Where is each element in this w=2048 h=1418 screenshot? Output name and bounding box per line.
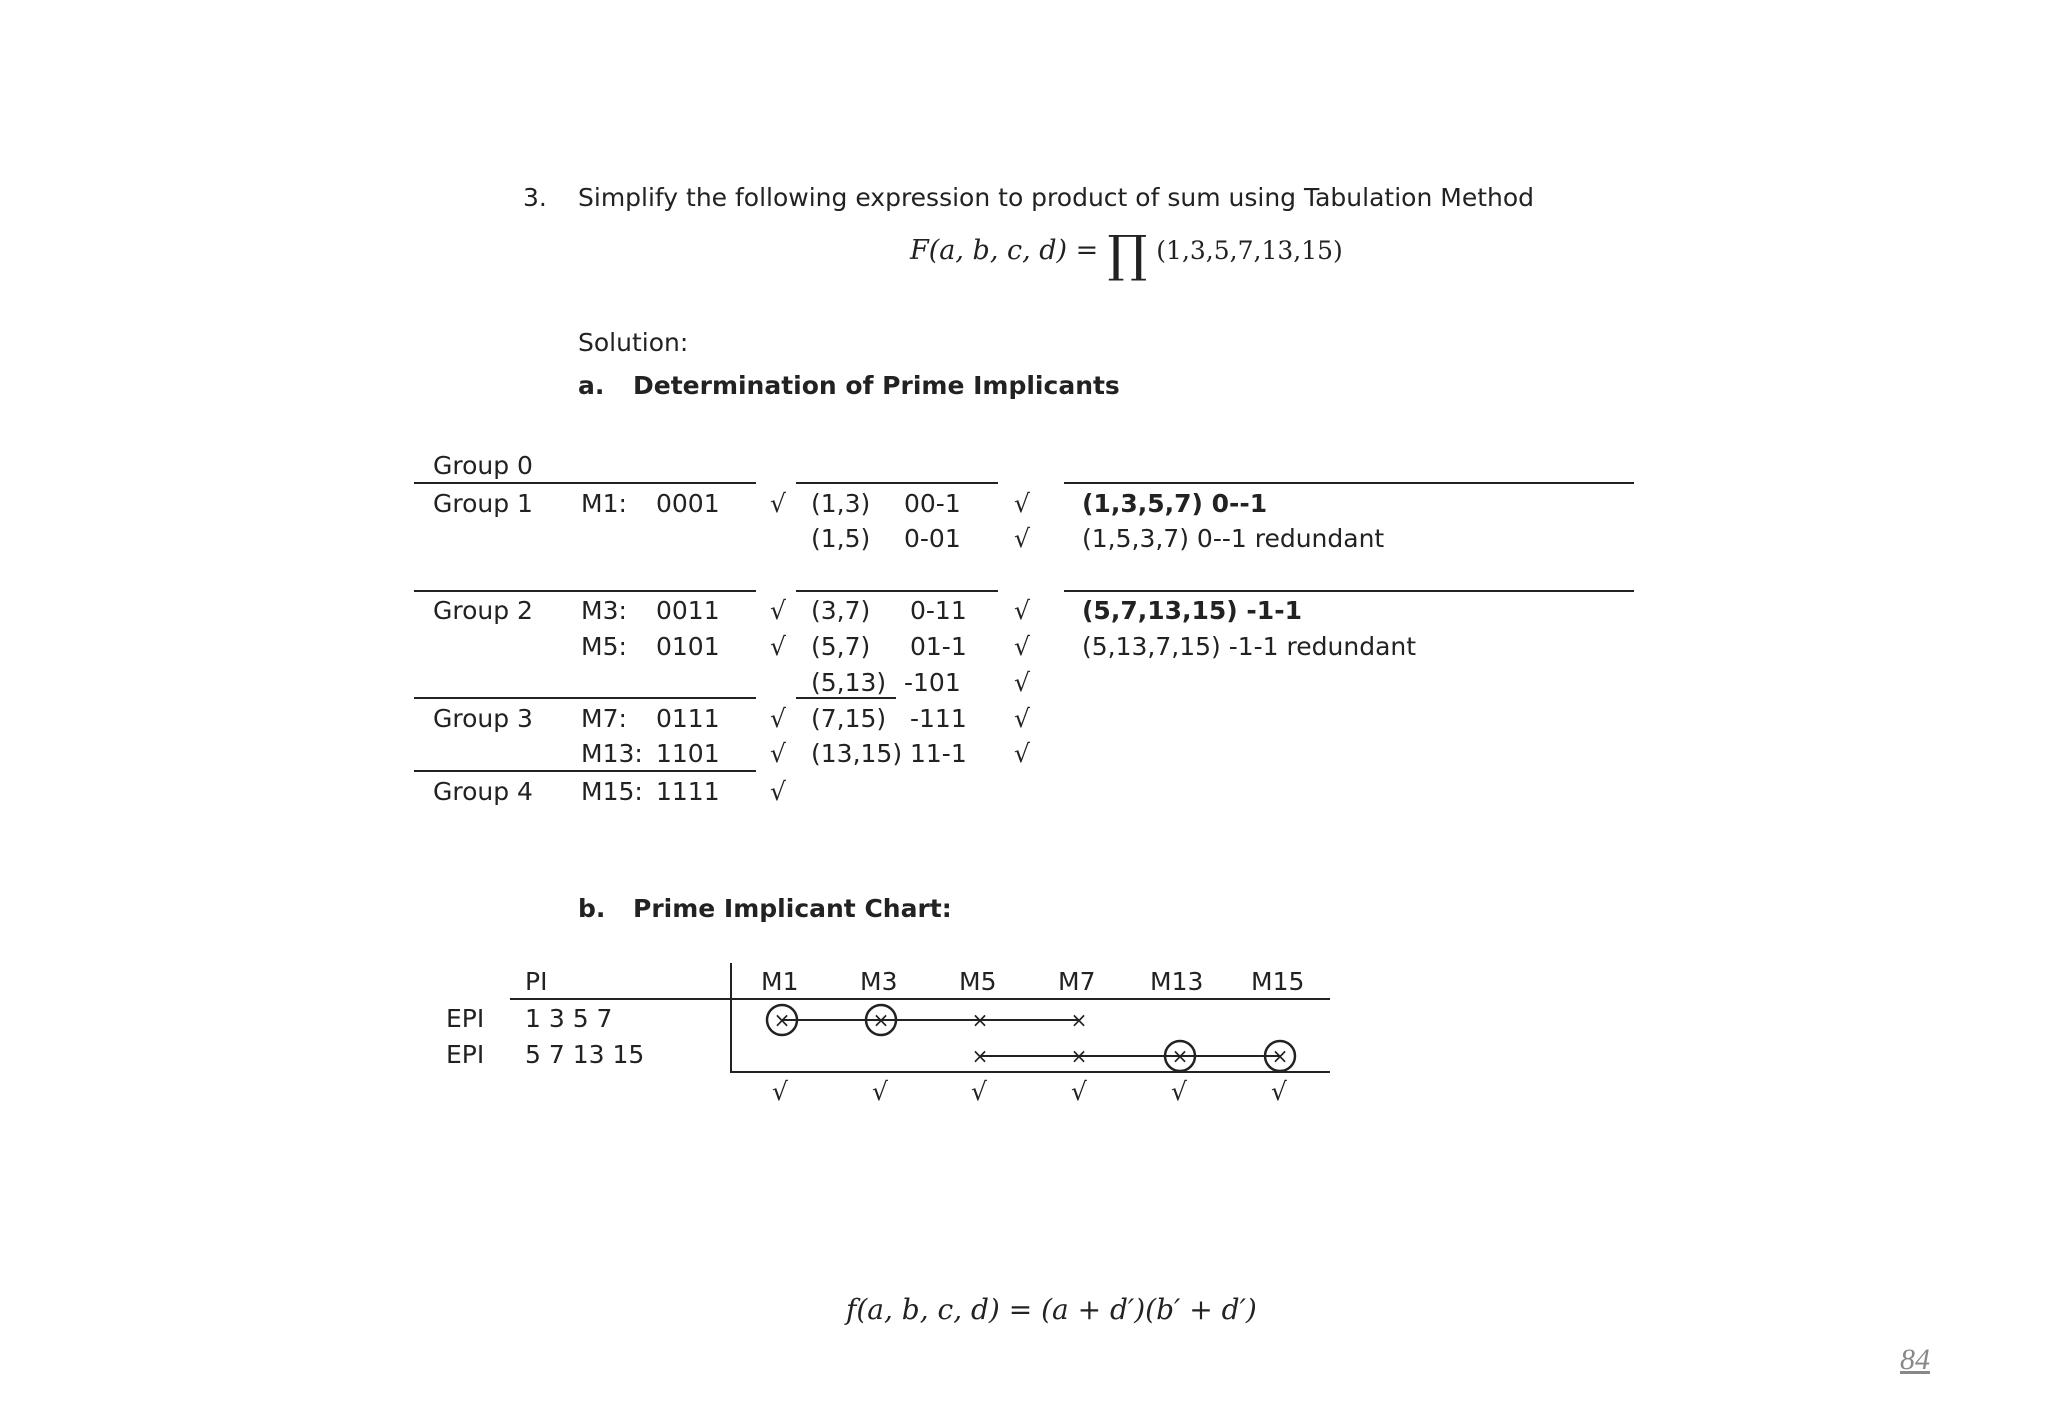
chart-check: √ — [872, 1077, 888, 1106]
cover-mark: × — [1070, 1008, 1088, 1032]
group-label: Group 0 — [433, 451, 533, 480]
pair-bits: 0-11 — [910, 596, 967, 625]
pair-group: (13,15) — [811, 739, 903, 768]
check-mark: √ — [770, 704, 786, 733]
check-mark: √ — [1014, 489, 1030, 518]
minterm-bits: 0011 — [656, 596, 720, 625]
section-a-letter: a. — [578, 371, 605, 400]
minterm-name: M7: — [581, 704, 627, 733]
pi-terms: 5 7 13 15 — [525, 1040, 645, 1069]
check-mark: √ — [770, 489, 786, 518]
product-symbol: ∏ — [1107, 225, 1148, 283]
check-mark: √ — [1014, 632, 1030, 661]
minterm-name: M15: — [581, 777, 643, 806]
pi-header: PI — [525, 967, 548, 996]
cover-mark: × — [1271, 1044, 1289, 1068]
cover-mark: × — [1070, 1044, 1088, 1068]
minterm-bits: 0111 — [656, 704, 720, 733]
minterm-bits: 1111 — [656, 777, 720, 806]
chart-column-header: M5 — [959, 967, 997, 996]
quad-entry: (5,7,13,15) -1-1 — [1082, 596, 1302, 625]
cover-mark: × — [971, 1008, 989, 1032]
check-mark: √ — [1014, 739, 1030, 768]
minterm-bits: 0001 — [656, 489, 720, 518]
pair-group: (7,15) — [811, 704, 887, 733]
pair-bits: 0-01 — [904, 524, 961, 553]
formula-rhs: (1,3,5,7,13,15) — [1156, 236, 1343, 265]
pi-terms: 1 3 5 7 — [525, 1004, 613, 1033]
group-label: Group 4 — [433, 777, 533, 806]
check-mark: √ — [770, 632, 786, 661]
quad-entry-redundant: (1,5,3,7) 0--1 redundant — [1082, 524, 1385, 553]
pair-bits: 00-1 — [904, 489, 961, 518]
minterm-bits: 1101 — [656, 739, 720, 768]
check-mark: √ — [770, 777, 786, 806]
check-mark: √ — [1014, 524, 1030, 553]
group-label: Group 2 — [433, 596, 533, 625]
cover-mark: × — [773, 1008, 791, 1032]
quad-entry-redundant: (5,13,7,15) -1-1 redundant — [1082, 632, 1417, 661]
pair-group: (5,7) — [811, 632, 871, 661]
check-mark: √ — [1014, 704, 1030, 733]
check-mark: √ — [770, 596, 786, 625]
group-label: Group 1 — [433, 489, 533, 518]
pair-bits: -111 — [910, 704, 967, 733]
section-b-title: Prime Implicant Chart: — [633, 894, 952, 923]
chart-check: √ — [971, 1077, 987, 1106]
pair-bits: 11-1 — [910, 739, 967, 768]
question-text: Simplify the following expression to product of sum using Tabulation Method — [578, 183, 1535, 212]
pair-group: (1,5) — [811, 524, 871, 553]
pair-group: (3,7) — [811, 596, 871, 625]
check-mark: √ — [1014, 668, 1030, 697]
quad-entry: (1,3,5,7) 0--1 — [1082, 489, 1268, 518]
chart-check: √ — [1071, 1077, 1087, 1106]
chart-column-header: M15 — [1251, 967, 1305, 996]
chart-check: √ — [772, 1077, 788, 1106]
minterm-name: M13: — [581, 739, 643, 768]
pair-group: (5,13) — [811, 668, 887, 697]
pair-bits: -101 — [904, 668, 961, 697]
cover-mark: × — [971, 1044, 989, 1068]
question-number: 3. — [523, 183, 547, 212]
chart-column-header: M1 — [761, 967, 799, 996]
result-expression: f(a, b, c, d) = (a + d′)(b′ + d′) — [846, 1293, 1257, 1326]
section-b-letter: b. — [578, 894, 606, 923]
chart-check: √ — [1271, 1077, 1287, 1106]
group-label: Group 3 — [433, 704, 533, 733]
epi-tag: EPI — [446, 1040, 485, 1069]
chart-check: √ — [1171, 1077, 1187, 1106]
page-number: 84 — [1900, 1343, 1930, 1376]
cover-mark: × — [1171, 1044, 1189, 1068]
minterm-name: M1: — [581, 489, 627, 518]
minterm-bits: 0101 — [656, 632, 720, 661]
pair-bits: 01-1 — [910, 632, 967, 661]
check-mark: √ — [1014, 596, 1030, 625]
solution-label: Solution: — [578, 328, 689, 357]
epi-tag: EPI — [446, 1004, 485, 1033]
pair-group: (1,3) — [811, 489, 871, 518]
section-a-title: Determination of Prime Implicants — [633, 371, 1120, 400]
chart-column-header: M7 — [1058, 967, 1096, 996]
minterm-name: M5: — [581, 632, 627, 661]
formula-lhs: F(a, b, c, d) = — [910, 235, 1099, 266]
check-mark: √ — [770, 739, 786, 768]
chart-column-header: M3 — [860, 967, 898, 996]
chart-column-header: M13 — [1150, 967, 1204, 996]
minterm-name: M3: — [581, 596, 627, 625]
cover-mark: × — [872, 1008, 890, 1032]
